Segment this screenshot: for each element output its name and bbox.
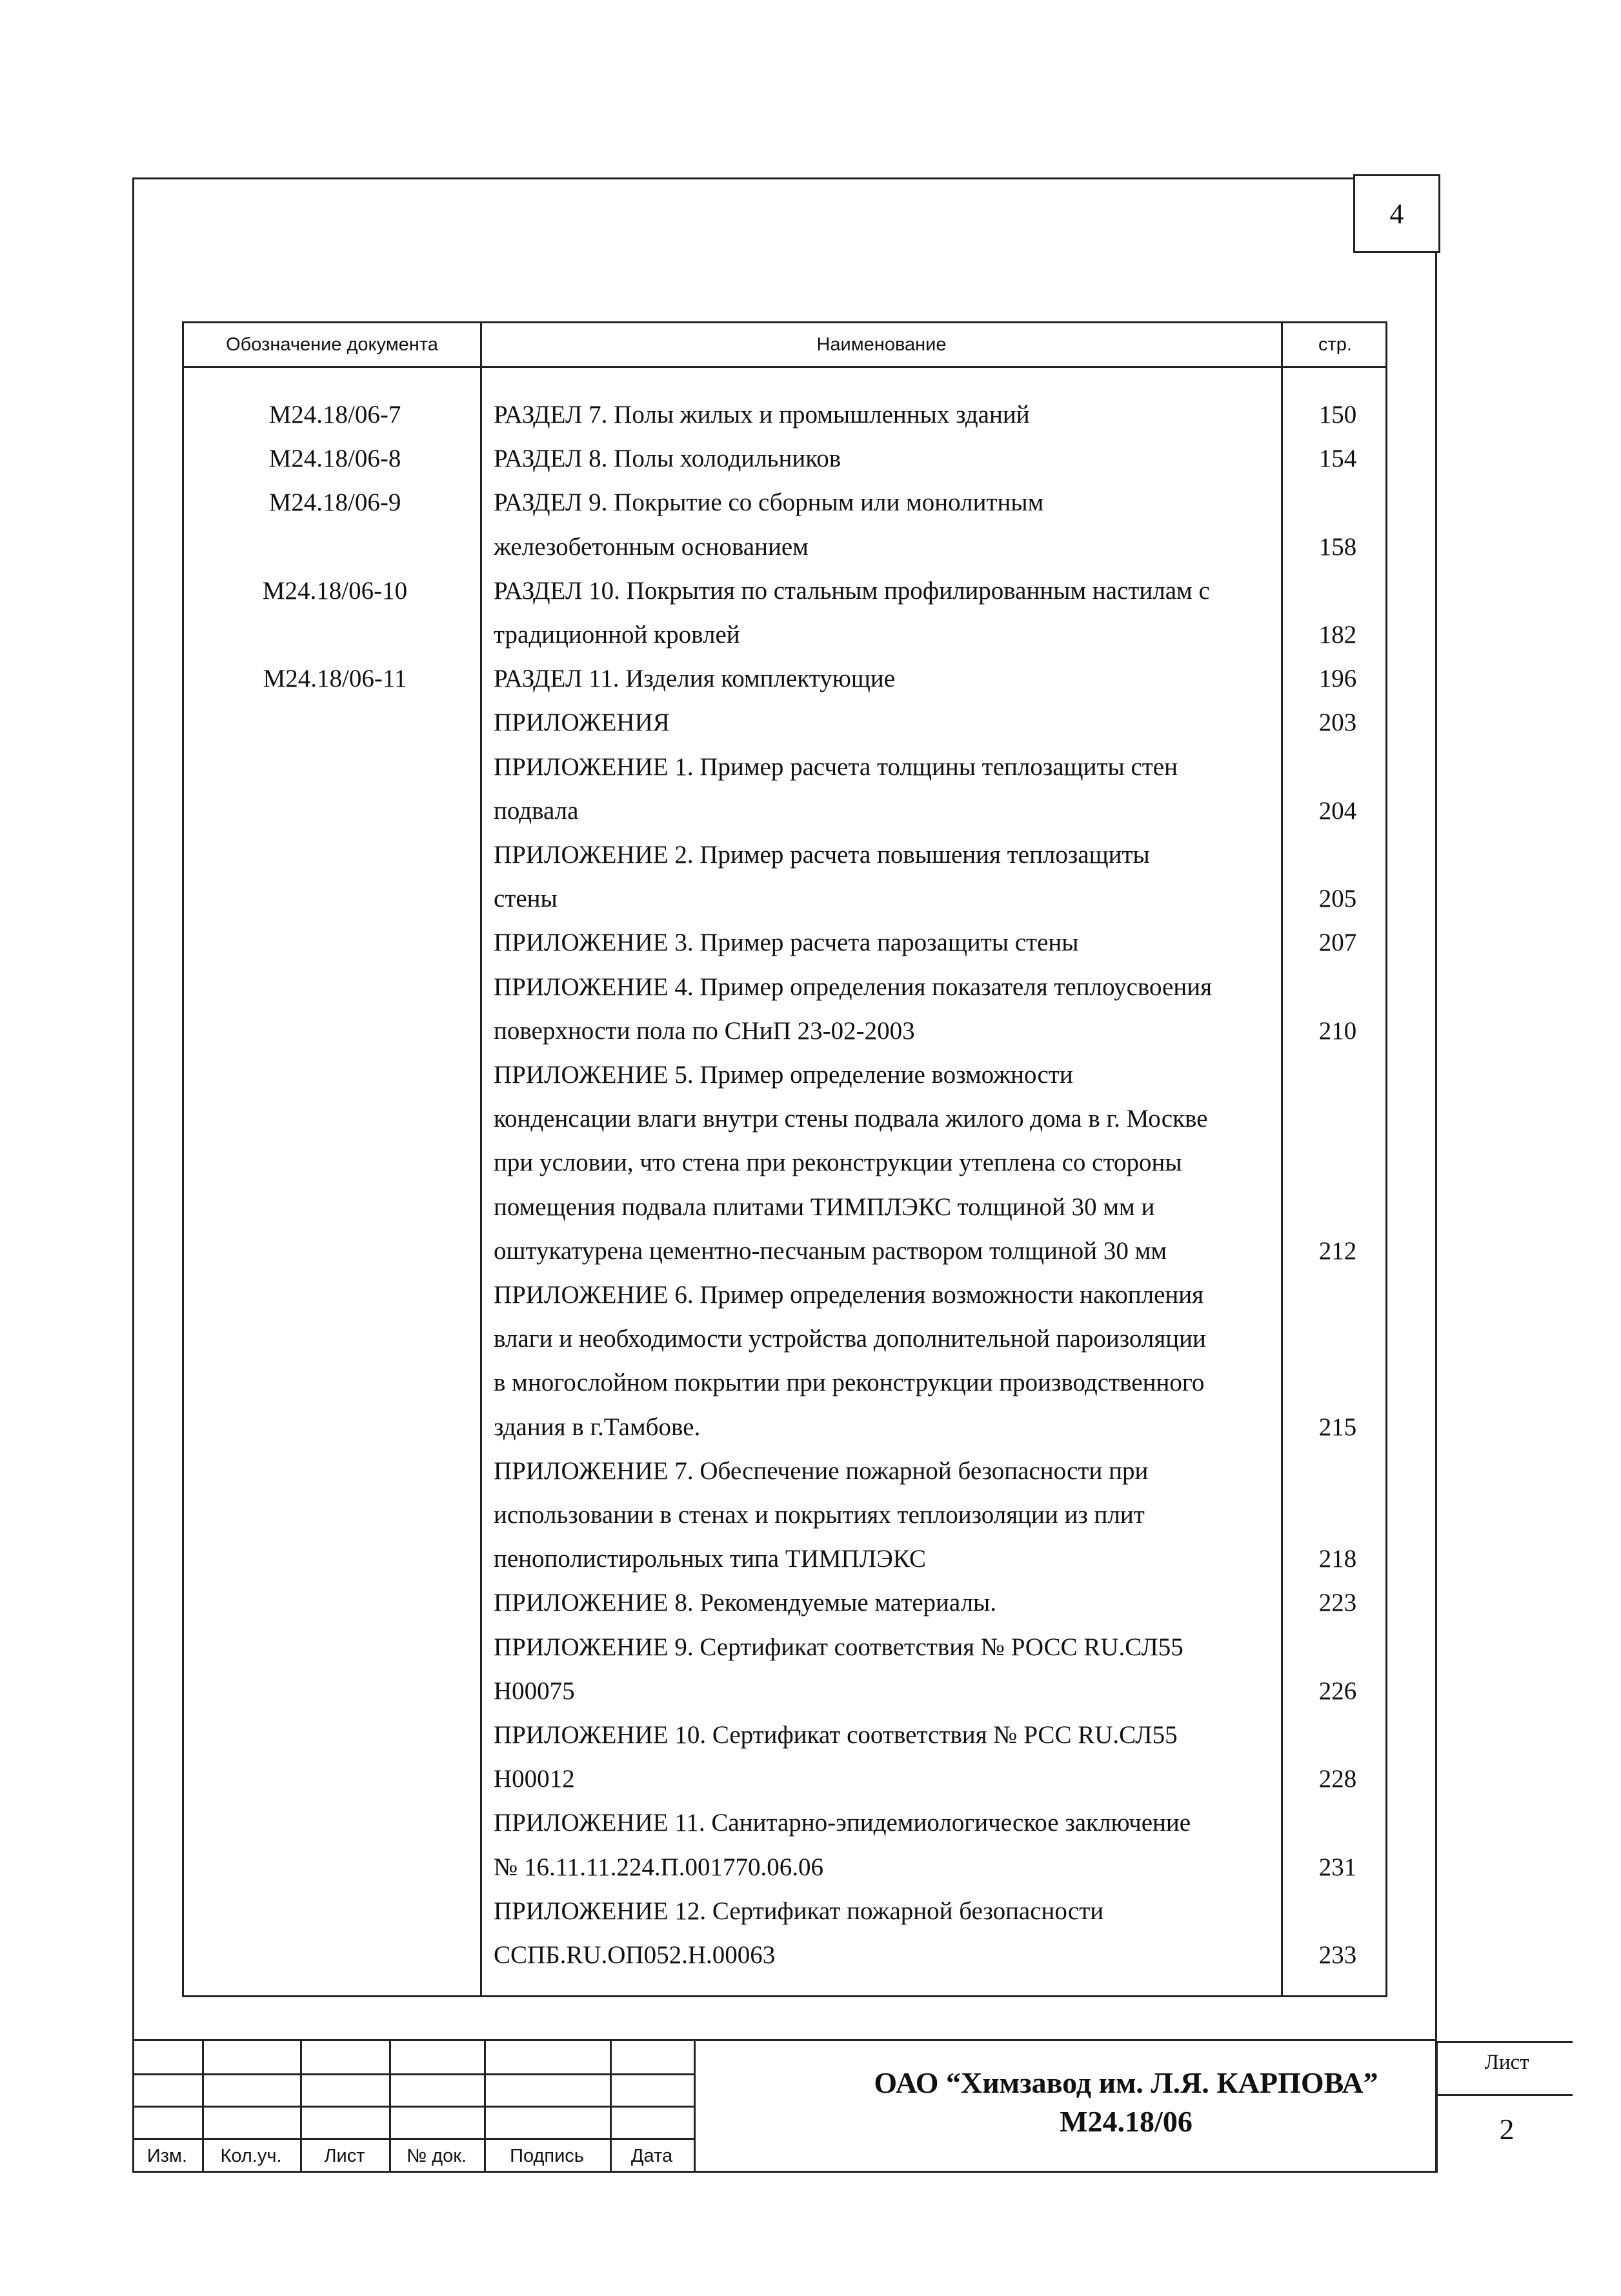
- toc-row: [184, 789, 1385, 833]
- header-page: стр.: [1318, 334, 1352, 355]
- toc-row: [184, 921, 1385, 965]
- toc-row: [184, 701, 1385, 745]
- toc-row-title: ССПБ.RU.ОП052.Н.00063: [494, 1941, 776, 1969]
- toc-row-title: ПРИЛОЖЕНИЯ: [494, 709, 670, 737]
- stamp-label-doc: № док.: [407, 2145, 467, 2166]
- toc-row: [184, 1801, 1385, 1845]
- toc-row-title: влаги и необходимости устройства дополнительной пароизоляции: [494, 1325, 1206, 1353]
- toc-row: [184, 1713, 1385, 1757]
- toc-row: [184, 1493, 1385, 1537]
- toc-row: [184, 1229, 1385, 1273]
- toc-row-title: здания в г.Тамбове.: [494, 1413, 701, 1441]
- toc-row-title: РАЗДЕЛ 10. Покрытия по стальным профилированным настилам с: [494, 576, 1210, 605]
- stamp-label-date: Дата: [630, 2145, 673, 2166]
- toc-row-page: 158: [1318, 532, 1357, 561]
- toc-row-title: Н00012: [494, 1765, 575, 1793]
- stamp-line: [1436, 2094, 1573, 2096]
- toc-row: [184, 1449, 1385, 1493]
- toc-row-title: № 16.11.11.224.П.001770.06.06: [494, 1853, 823, 1881]
- toc-row: [184, 1846, 1385, 1889]
- toc-row-page: 226: [1318, 1677, 1357, 1705]
- toc-row-title: РАЗДЕЛ 7. Полы жилых и промышленных зданий: [494, 401, 1030, 428]
- toc-row-title: ПРИЛОЖЕНИЕ 3. Пример расчета парозащиты стены: [494, 929, 1079, 957]
- toc-row-title: традиционной кровлей: [494, 621, 740, 649]
- header-name: Наименование: [816, 334, 947, 355]
- title-block: [132, 2039, 1529, 2173]
- toc-row-code: М24.18/06-10: [262, 576, 408, 605]
- toc-row-title: железобетонным основанием: [494, 532, 809, 561]
- toc-row-page: 205: [1318, 885, 1357, 913]
- toc-row-page: 150: [1318, 401, 1357, 428]
- toc-row-title: РАЗДЕЛ 11. Изделия комплектующие: [494, 665, 896, 693]
- toc-row: [184, 1009, 1385, 1053]
- toc-row-title: помещения подвала плитами ТИМПЛЭКС толщиной 30 мм и: [494, 1193, 1155, 1221]
- toc-row-page: 218: [1318, 1545, 1357, 1573]
- stamp-line: [132, 2106, 694, 2108]
- toc-row-title: ПРИЛОЖЕНИЕ 7. Обеспечение пожарной безопасности при: [494, 1456, 1149, 1485]
- toc-row-title: подвала: [494, 796, 579, 825]
- toc-row: [184, 657, 1385, 701]
- toc-row-page: 204: [1318, 796, 1357, 825]
- toc-row: [184, 613, 1385, 657]
- toc-row-page: 223: [1318, 1589, 1357, 1617]
- toc-header-divider: [184, 366, 1385, 368]
- toc-row-page: 154: [1318, 445, 1357, 473]
- toc-row: [184, 1889, 1385, 1933]
- stamp-label-list: Лист: [324, 2145, 365, 2166]
- toc-row: [184, 1626, 1385, 1669]
- toc-row-title: ПРИЛОЖЕНИЕ 1. Пример расчета толщины теплозащиты стен: [494, 752, 1178, 781]
- toc-row-title: ПРИЛОЖЕНИЕ 6. Пример определения возможности накопления: [494, 1281, 1204, 1309]
- stamp-label-izm: Изм.: [146, 2145, 188, 2166]
- sheet-number: 2: [1499, 2113, 1515, 2146]
- toc-row: [184, 965, 1385, 1009]
- toc-row: [184, 1757, 1385, 1801]
- document-code: М24.18/06: [1060, 2105, 1193, 2138]
- toc-row-page: 228: [1318, 1765, 1357, 1793]
- toc-row: [184, 1581, 1385, 1625]
- toc-row-page: 207: [1318, 929, 1357, 957]
- toc-row-page: 210: [1318, 1016, 1357, 1045]
- toc-row-title: конденсации влаги внутри стены подвала жилого дома в г. Москве: [494, 1105, 1208, 1133]
- toc-row-title: ПРИЛОЖЕНИЕ 9. Сертификат соответствия № РОСС RU.СЛ55: [494, 1633, 1183, 1661]
- organization-name: ОАО “Химзавод им. Л.Я. КАРПОВА”: [874, 2066, 1378, 2099]
- toc-row: [184, 1669, 1385, 1713]
- toc-row-page: 231: [1318, 1853, 1357, 1881]
- toc-row-title: Н00075: [494, 1677, 575, 1705]
- toc-row-page: 215: [1318, 1413, 1357, 1441]
- toc-row: [184, 833, 1385, 877]
- stamp-line: [1436, 2041, 1573, 2043]
- toc-row: [184, 745, 1385, 789]
- toc-row-title: поверхности пола по СНиП 23-02-2003: [494, 1016, 915, 1045]
- toc-row-title: ПРИЛОЖЕНИЕ 11. Санитарно-эпидемиологическое заключение: [494, 1809, 1191, 1837]
- stamp-label-kolvo: Кол.уч.: [220, 2145, 282, 2166]
- toc-row-code: М24.18/06-8: [268, 445, 401, 473]
- toc-row-code: М24.18/06-11: [263, 665, 407, 693]
- toc-row: [184, 525, 1385, 569]
- toc-row-title: оштукатурена цементно-песчаным раствором толщиной 30 мм: [494, 1236, 1167, 1265]
- toc-row-title: ПРИЛОЖЕНИЕ 10. Сертификат соответствия № РСС RU.СЛ55: [494, 1721, 1178, 1749]
- toc-row: [184, 1141, 1385, 1185]
- stamp-line: [1436, 2041, 1438, 2173]
- toc-row: [184, 481, 1385, 525]
- toc-row: [184, 1273, 1385, 1317]
- toc-row: [184, 1317, 1385, 1361]
- toc-row: [184, 1933, 1385, 1977]
- toc-row-title: РАЗДЕЛ 8. Полы холодильников: [494, 445, 841, 473]
- toc-row-page: 212: [1318, 1236, 1357, 1265]
- stamp-line: [694, 2041, 696, 2173]
- toc-row-page: 196: [1318, 665, 1357, 693]
- toc-row-title: при условии, что стена при реконструкции утеплена со стороны: [494, 1149, 1182, 1177]
- toc-row-title: ПРИЛОЖЕНИЕ 12. Сертификат пожарной безопасности: [494, 1897, 1104, 1925]
- toc-row-title: использовании в стенах и покрытиях теплоизоляции из плит: [494, 1501, 1145, 1529]
- header-code: Обозначение документа: [226, 334, 438, 355]
- toc-row-title: в многослойном покрытии при реконструкции производственного: [494, 1369, 1205, 1397]
- toc-row-title: пенополистирольных типа ТИМПЛЭКС: [494, 1545, 926, 1573]
- toc-row-title: ПРИЛОЖЕНИЕ 5. Пример определение возможности: [494, 1061, 1073, 1089]
- toc-row-page: 182: [1318, 621, 1357, 649]
- toc-row: [184, 877, 1385, 921]
- toc-row: [184, 1185, 1385, 1229]
- toc-row: [184, 1097, 1385, 1141]
- toc-row-code: М24.18/06-9: [268, 488, 401, 517]
- toc-row: [184, 1361, 1385, 1405]
- toc-row-title: ПРИЛОЖЕНИЕ 8. Рекомендуемые материалы.: [494, 1589, 996, 1617]
- stamp-line: [132, 2073, 694, 2075]
- toc-row-title: стены: [494, 885, 558, 913]
- toc-row-title: ПРИЛОЖЕНИЕ 2. Пример расчета повышения теплозащиты: [494, 841, 1150, 869]
- page-number: 4: [1353, 174, 1440, 253]
- sheet-label: Лист: [1484, 2051, 1529, 2074]
- stamp-label-sign: Подпись: [510, 2145, 584, 2166]
- toc-row-title: ПРИЛОЖЕНИЕ 4. Пример определения показателя теплоусвоения: [494, 972, 1213, 1001]
- toc-row: [184, 437, 1385, 481]
- toc-row: [184, 569, 1385, 613]
- toc-row: [184, 393, 1385, 437]
- toc-table: [182, 321, 1387, 1997]
- toc-row-page: 233: [1318, 1941, 1357, 1969]
- toc-row: [184, 1537, 1385, 1581]
- toc-row-title: РАЗДЕЛ 9. Покрытие со сборным или монолитным: [494, 488, 1044, 517]
- toc-row-page: 203: [1318, 709, 1357, 737]
- organization-title: [842, 2064, 1410, 2141]
- toc-row: [184, 1405, 1385, 1449]
- toc-row-code: М24.18/06-7: [268, 401, 401, 428]
- toc-row: [184, 1053, 1385, 1097]
